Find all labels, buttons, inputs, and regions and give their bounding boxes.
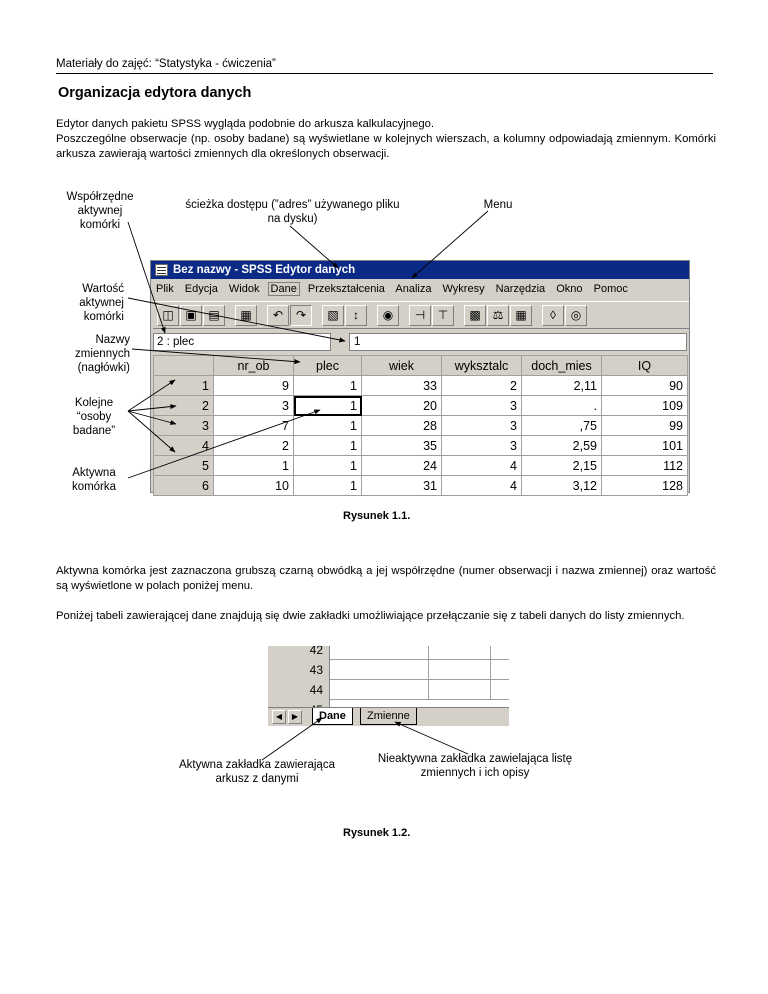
cell[interactable]: 1 (214, 456, 294, 476)
cell[interactable]: 3 (214, 396, 294, 416)
label-coords: Współrzędne aktywnej komórki (66, 191, 134, 231)
window-title: Bez nazwy - SPSS Edytor danych (173, 264, 356, 276)
list-item (268, 660, 509, 680)
active-cell[interactable]: 1 (294, 396, 362, 416)
dialog-recall-icon[interactable]: ▦ (235, 305, 257, 326)
table-row (154, 476, 688, 496)
insert-variable-icon[interactable]: ⊤ (432, 305, 454, 326)
header-rule (56, 73, 713, 74)
cell[interactable]: 4 (442, 456, 522, 476)
find-binoculars-icon[interactable]: ◉ (377, 305, 399, 326)
goto-case-icon[interactable]: ↕ (345, 305, 367, 326)
cell[interactable]: 28 (362, 416, 442, 436)
toolbar (153, 301, 689, 329)
split-file-icon[interactable]: ▩ (464, 305, 486, 326)
cell[interactable]: 2,11 (522, 376, 602, 396)
cell[interactable]: 20 (362, 396, 442, 416)
cell[interactable]: 33 (362, 376, 442, 396)
goto-chart-icon[interactable]: ▧ (322, 305, 344, 326)
table-row (154, 396, 688, 416)
cell-reference-bar (153, 332, 689, 352)
table-row (154, 436, 688, 456)
header-line: Materiały do zajęć: “Statystyka - ćwiczenia” (56, 58, 276, 70)
figure-2-caption: Rysunek 1.2. (343, 827, 411, 839)
menu-item-widok[interactable]: Widok (228, 283, 260, 295)
cell[interactable]: 2 (214, 436, 294, 456)
column-header[interactable]: wiek (362, 356, 442, 376)
weight-cases-icon[interactable]: ⚖ (487, 305, 509, 326)
column-header[interactable]: plec (294, 356, 362, 376)
label-active-tab: Aktywna zakładka zawierająca arkusz z danymi (179, 759, 335, 785)
insert-case-icon[interactable]: ⊣ (409, 305, 431, 326)
table-row (154, 456, 688, 476)
menu-item-okno[interactable]: Okno (556, 283, 583, 295)
table-row (154, 416, 688, 436)
menu-item-edycja[interactable]: Edycja (184, 283, 218, 295)
label-names: Nazwy zmiennych (nagłówki) (75, 334, 130, 374)
cell[interactable]: 4 (442, 476, 522, 496)
cell[interactable]: 112 (602, 456, 688, 476)
select-cases-icon[interactable]: ▦ (510, 305, 532, 326)
cell[interactable]: 99 (602, 416, 688, 436)
row-number: 44 (268, 680, 330, 700)
intro-text (56, 117, 716, 162)
row-header[interactable]: 2 (154, 396, 214, 416)
grid-corner (154, 356, 214, 376)
row-number: 42 (268, 646, 330, 660)
cell-value-field[interactable]: 1 (349, 333, 687, 351)
column-header[interactable]: wyksztalc (442, 356, 522, 376)
tab-dane[interactable]: Dane (312, 708, 353, 725)
cell[interactable]: 3 (442, 396, 522, 416)
paragraph-tabs: Poniżej tabeli zawierającej dane znajdują się dwie zakładki umożliwiające przełączanie się z tabeli danych do listy zmiennych. (56, 610, 685, 622)
cell[interactable]: . (522, 396, 602, 416)
cell[interactable]: 1 (294, 436, 362, 456)
intro-line-2: Poszczególne obserwacje (np. osoby badane) są wyświetlane w kolejnych wierszach, a kolumny odpowiadają zmiennym. Komórki arkusza zawierają wartości zmiennych dla określonych obserwacji. (56, 133, 716, 160)
window-titlebar[interactable] (151, 261, 689, 279)
label-value: Wartość aktywnej komórki (79, 283, 124, 323)
intro-line-1: Edytor danych pakietu SPSS wygląda podobnie do arkusza kalkulacyjnego. (56, 118, 435, 130)
cell[interactable]: 35 (362, 436, 442, 456)
menu-item-plik[interactable]: Plik (156, 283, 174, 295)
grid-header-row (154, 356, 688, 376)
list-item (268, 646, 509, 660)
cell[interactable]: 2 (442, 376, 522, 396)
data-grid (153, 355, 688, 496)
row-header[interactable]: 1 (154, 376, 214, 396)
scroll-left-icon[interactable]: ◀ (272, 710, 286, 724)
label-menu: Menu (483, 199, 513, 211)
figure-1-caption: Rysunek 1.1. (343, 510, 411, 522)
spss-window (150, 260, 690, 493)
cell[interactable]: 128 (602, 476, 688, 496)
redo-icon[interactable]: ↷ (290, 305, 312, 326)
label-cases: Kolejne “osoby badane” (72, 397, 116, 437)
cell[interactable]: 3 (442, 416, 522, 436)
menu-item-przeksztalcenia[interactable]: Przekształcenia (307, 283, 385, 295)
paragraph-active-cell: Aktywna komórka jest zaznaczona grubszą czarną obwódką a jej współrzędne (numer obserwacji i nazwa zmiennej) oraz wartość są wyświetlone w polach poniżej menu. (56, 565, 716, 592)
cell[interactable]: ,75 (522, 416, 602, 436)
cell[interactable]: 1 (294, 376, 362, 396)
cell-coordinates-field: 2 : plec (153, 333, 331, 351)
cell[interactable]: 10 (214, 476, 294, 496)
cell[interactable]: 31 (362, 476, 442, 496)
menu-item-analiza[interactable]: Analiza (395, 283, 432, 295)
row-header[interactable]: 6 (154, 476, 214, 496)
menu-bar (151, 279, 689, 299)
cell[interactable]: 9 (214, 376, 294, 396)
sheet-tabs-figure (268, 646, 509, 726)
cell[interactable]: 2,59 (522, 436, 602, 456)
cell[interactable]: 90 (602, 376, 688, 396)
cell[interactable]: 101 (602, 436, 688, 456)
sheet-tab-strip (268, 707, 509, 726)
table-row (154, 376, 688, 396)
label-active-cell: Aktywna komórka (71, 467, 117, 493)
cell[interactable]: 109 (602, 396, 688, 416)
menu-item-pomoc[interactable]: Pomoc (593, 283, 628, 295)
print-icon[interactable]: ▤ (203, 305, 225, 326)
section-title: Organizacja edytora danych (58, 85, 252, 101)
menu-item-dane[interactable]: Dane (268, 282, 300, 296)
row-header[interactable]: 3 (154, 416, 214, 436)
cell[interactable]: 3 (442, 436, 522, 456)
cell[interactable]: 7 (214, 416, 294, 436)
cell[interactable]: 1 (294, 416, 362, 436)
cell[interactable]: 1 (294, 456, 362, 476)
spreadsheet-icon (155, 264, 168, 276)
column-header[interactable]: doch_mies (522, 356, 602, 376)
undo-icon[interactable]: ↶ (267, 305, 289, 326)
cell[interactable]: 24 (362, 456, 442, 476)
save-icon[interactable]: ▣ (180, 305, 202, 326)
label-inactive-tab: Nieaktywna zakładka zawielająca listę zmiennych i ich opisy (377, 753, 573, 779)
column-header[interactable]: IQ (602, 356, 688, 376)
use-sets-icon[interactable]: ◎ (565, 305, 587, 326)
scroll-right-icon[interactable]: ▶ (288, 710, 302, 724)
open-folder-icon[interactable]: ◫ (157, 305, 179, 326)
cell[interactable]: 3,12 (522, 476, 602, 496)
menu-item-narzedzia[interactable]: Narzędzia (495, 283, 546, 295)
arrow-inactive-tab (395, 722, 468, 754)
value-labels-icon[interactable]: ◊ (542, 305, 564, 326)
row-header[interactable]: 4 (154, 436, 214, 456)
tab-zmienne[interactable]: Zmienne (360, 708, 417, 725)
row-header[interactable]: 5 (154, 456, 214, 476)
row-number: 43 (268, 660, 330, 680)
cell[interactable]: 1 (294, 476, 362, 496)
list-item (268, 680, 509, 700)
menu-item-wykresy[interactable]: Wykresy (442, 283, 485, 295)
label-path: ścieżka dostępu (”adres” używanego pliku na dysku) (185, 199, 400, 225)
cell[interactable]: 2,15 (522, 456, 602, 476)
column-header[interactable]: nr_ob (214, 356, 294, 376)
